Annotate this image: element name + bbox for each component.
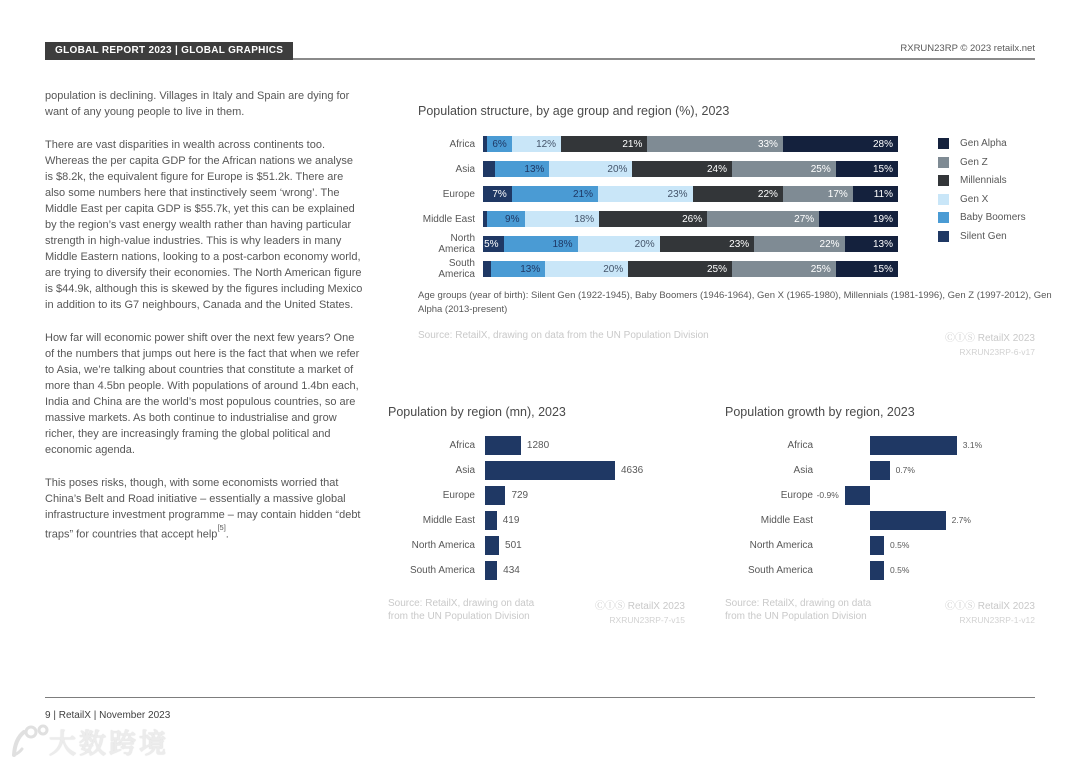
article-column [45,88,363,560]
bar [870,511,946,530]
segment-value-label: 25% [706,263,727,275]
paragraph-1: population is declining. Villages in Italy and Spain are dying for want of any young people to live in them. [45,90,350,118]
bar-segment [483,161,495,177]
stacked-bar [483,236,898,252]
region-label: South America [438,258,475,280]
value-label: 419 [502,515,520,526]
bar-segment [628,261,732,277]
credit-block [595,597,685,625]
segment-value-label: 17% [827,188,848,200]
paragraph-2: There are vast disparities in wealth across continents too. Whereas the per capita GDP for the African nations we analyse is $8.2k, the equivalent figure for Europe is $51.2k. There are also some numbers here that instinctively seem ‘wrong’. The Middle East per capita GDP is $55.7k, yet this can be explained by the region’s vast energy wealth rather than having particular strength in high-value industries. This is why leaders in many Middle Eastern nations, looking to a post-carbon economy world, are trying to diversify their economies. The North American figure is $44.9k, although this is skewed by the figures including Mexico in addition to its G7 neighbours, Canada and the United States. [45,139,363,311]
region-label: Asia [455,163,475,175]
population-chart-source-row [388,597,685,625]
segment-value-label: 19% [872,213,893,225]
bar-segment [732,161,836,177]
growth-bar-row [725,561,1035,580]
bar-segment [693,186,783,202]
legend-item [938,175,1026,186]
chart-code: RXRUN23RP-6-v17 [959,347,1035,357]
paragraph-4 [45,475,363,543]
growth-bar-row [725,536,1035,555]
growth-chart-source-row [725,597,1035,625]
segment-value-label: 9% [505,213,520,225]
value-label: 729 [511,490,529,501]
region-label: Asia [793,465,813,476]
bar-segment [845,236,898,252]
segment-value-label: 23% [667,188,688,200]
segment-value-label: 12% [536,138,557,150]
stacked-bar [483,136,898,152]
credit-text: RetailX 2023 [977,333,1035,344]
stacked-bar-row [418,211,898,227]
legend-item [938,194,1026,205]
bar-segment [561,136,647,152]
region-label: South America [747,565,813,576]
stacked-bar [483,261,898,277]
bar-segment [647,136,783,152]
legend-item [938,212,1026,223]
bar-segment [632,161,732,177]
stacked-chart-source-row [418,329,1035,357]
stacked-bar [483,161,898,177]
page-footer: 9 | RetailX | November 2023 [45,710,171,721]
segment-value-label: 15% [872,263,893,275]
bar-segment [487,136,512,152]
region-label: Europe [442,490,475,501]
region-label: Europe [442,188,475,200]
population-chart-title: Population by region (mn), 2023 [388,405,566,419]
region-label: South America [409,565,475,576]
bar-segment [483,186,512,202]
segment-value-label: 7% [492,188,507,200]
region-label: Middle East [760,515,813,526]
bar-segment [578,236,660,252]
growth-bar-row [725,511,1035,530]
cc-license-icon: ⒸⒾⓈ [944,333,975,344]
population-chart [388,436,643,586]
credit-text: RetailX 2023 [977,601,1035,612]
bar [870,461,890,480]
region-label: Middle East [422,515,475,526]
segment-value-label: 33% [757,138,778,150]
legend-label: Gen Z [960,156,988,168]
stacked-bar [483,186,898,202]
value-label: 2.7% [951,515,971,525]
population-bar-row [388,511,643,530]
bar-segment [491,261,545,277]
growth-chart [725,436,1035,586]
value-label: 3.1% [962,440,983,450]
growth-chart-title: Population growth by region, 2023 [725,405,915,419]
stacked-bar-row [418,161,898,177]
credit-line [945,597,1035,612]
bar-segment [512,136,561,152]
bar [870,436,957,455]
segment-value-label: 18% [552,238,573,250]
stacked-bar-row [418,186,898,202]
segment-value-label: 22% [757,188,778,200]
bar-segment [483,236,504,252]
legend-label: Silent Gen [960,230,1007,242]
legend-label: Gen X [960,193,989,205]
stacked-chart-title: Population structure, by age group and region (%), 2023 [418,104,730,118]
region-label: Africa [449,440,475,451]
watermark-text: 大数跨境 [49,729,169,759]
region-label: North America [438,233,475,255]
segment-value-label: 21% [573,188,594,200]
value-label: 4636 [621,465,644,476]
bar-segment [549,161,632,177]
source-text [388,597,534,623]
credit-text: RetailX 2023 [627,601,685,612]
legend-item [938,138,1026,149]
bar-segment [487,211,524,227]
stacked-bar-row [418,136,898,152]
stacked-chart-legend [938,138,1026,249]
footer-rule [45,697,1035,698]
segment-value-label: 21% [622,138,643,150]
value-label: 501 [505,540,522,551]
watermark-logo [5,722,169,761]
region-label: Middle East [422,213,475,225]
bar-segment [732,261,836,277]
bar [485,461,615,480]
segment-value-label: 13% [524,163,545,175]
growth-bar-row [725,486,1035,505]
legend-swatch [938,138,949,149]
bar-segment [495,161,549,177]
credit-block [945,597,1035,625]
value-label: 0.5% [890,565,910,575]
paragraph-4-text: This poses risks, though, with some economists worried that China’s Belt and Road initiative – essentially a massive global infrastructure investment programme – may contain hidden “debt traps” for countries that accept help [45,477,361,541]
growth-bar-row [725,436,1035,455]
bar-segment [819,211,898,227]
segment-value-label: 13% [872,238,893,250]
bar-segment [660,236,755,252]
bar-segment [836,161,898,177]
bar-segment [512,186,598,202]
segment-value-label: 18% [574,213,595,225]
cc-license-icon: ⒸⒾⓈ [944,601,975,612]
bar-segment [525,211,600,227]
credit-line [595,597,685,612]
region-label: Africa [787,440,813,451]
segment-value-label: 28% [872,138,893,150]
bar-segment [836,261,898,277]
segment-value-label: 27% [794,213,815,225]
value-label: 434 [503,565,520,576]
segment-value-label: 15% [872,163,893,175]
bar [845,486,870,505]
legend-swatch [938,157,949,168]
region-label: Asia [455,465,475,476]
region-label: North America [411,540,475,551]
source-text: Source: RetailX, drawing on data from the UN Population Division [418,330,709,341]
segment-value-label: 26% [682,213,703,225]
segment-value-label: 20% [634,238,655,250]
paragraph-3: How far will economic power shift over the next few years? One of the numbers that jumps out here is the fact that when we refer to Asia, we’re talking about countries that constitute a market of more than 4.5bn people. With populations of around 1.4bn each, India and China are the world’s most populous countries, so are massive markets. As both continue to industrialise and grow richer, they are increasingly framing the global political and economic agenda. [45,332,360,456]
bar [870,561,884,580]
bar-segment [853,186,898,202]
segment-value-label: 20% [607,163,628,175]
stacked-bar-row [418,233,898,255]
source-text [725,597,871,623]
legend-item [938,157,1026,168]
bar [485,486,505,505]
value-label: 1280 [526,440,550,451]
bar [485,561,497,580]
legend-swatch [938,212,949,223]
segment-value-label: 20% [603,263,624,275]
bar-segment [599,211,707,227]
bar [485,536,499,555]
bar-segment [783,136,898,152]
legend-swatch [938,194,949,205]
chart-code: RXRUN23RP-7-v15 [609,615,685,625]
bar-segment [483,261,491,277]
source-line-2: from the UN Population Division [388,611,530,622]
source-line-1: Source: RetailX, drawing on data [725,598,872,609]
stacked-chart [418,136,898,286]
bar [485,511,497,530]
segment-value-label: 13% [520,263,541,275]
segment-value-label: 5% [484,238,499,250]
bar-segment [545,261,628,277]
bar [870,536,884,555]
region-label: Africa [449,138,475,150]
footnote-ref: [5] [217,523,226,532]
legend-swatch [938,175,949,186]
stacked-bar [483,211,898,227]
watermark-icon [5,723,49,761]
population-bar-row [388,461,643,480]
population-bar-row [388,536,643,555]
segment-value-label: 11% [873,188,893,200]
credit-block [945,329,1035,357]
region-label: North America [749,540,813,551]
value-label: 0.7% [895,465,915,475]
segment-value-label: 24% [706,163,727,175]
value-label: 0.5% [890,540,910,550]
source-line-2: from the UN Population Division [725,611,867,622]
stacked-bar-row [418,258,898,280]
segment-value-label: 25% [810,263,831,275]
growth-bar-row [725,461,1035,480]
bar-segment [783,186,853,202]
population-bar-row [388,486,643,505]
bar-segment [707,211,819,227]
bar-segment [754,236,844,252]
segment-value-label: 6% [492,138,507,150]
segment-value-label: 25% [810,163,831,175]
age-groups-note: Age groups (year of birth): Silent Gen (1922-1945), Baby Boomers (1946-1964), Gen X (1965-1980), Millennials (1981-1996), Gen Z (1997-2012), Gen Alpha (2013-present) [418,290,1052,315]
bar [485,436,521,455]
population-bar-row [388,561,643,580]
value-label: -0.9% [816,490,839,500]
region-label: Europe [780,490,813,501]
population-bar-row [388,436,643,455]
segment-value-label: 22% [819,238,840,250]
bar-segment [504,236,578,252]
cc-license-icon: ⒸⒾⓈ [594,601,625,612]
header-badge: GLOBAL REPORT 2023 | GLOBAL GRAPHICS [45,42,293,60]
chart-code: RXRUN23RP-1-v12 [959,615,1035,625]
header-copyright: RXRUN23RP © 2023 retailx.net [900,43,1035,54]
legend-label: Gen Alpha [960,138,1007,149]
bar-segment [598,186,693,202]
source-line-1: Source: RetailX, drawing on data [388,598,535,609]
segment-value-label: 23% [729,238,750,250]
legend-item [938,231,1026,242]
legend-label: Baby Boomers [960,212,1026,223]
legend-swatch [938,231,949,242]
credit-line [945,329,1035,344]
paragraph-4-tail: . [225,528,229,541]
legend-label: Millennials [960,175,1007,186]
